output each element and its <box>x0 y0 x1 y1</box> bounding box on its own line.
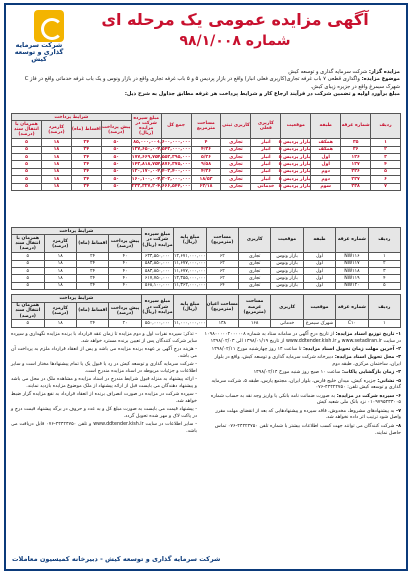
table-cell: ۴/۳۶ <box>191 146 221 153</box>
table-cell: ۲ <box>368 260 400 267</box>
table-cell: ۵۰ <box>101 176 131 183</box>
table-cell: ۱۸ <box>44 253 76 260</box>
table-cell: ۵۰ <box>101 146 131 153</box>
table-cell: ۵ <box>12 282 45 289</box>
term-item <box>203 379 401 393</box>
booth-table-3 <box>11 294 401 328</box>
table-cell: ۲۴ <box>71 176 101 183</box>
table-cell: ۱۷۷,۶۶۹,۷۵۰ <box>131 154 161 160</box>
table-row <box>12 267 401 274</box>
intro-line-1: مزایده گزار: شرکت سرمایه گذاری و توسعه کیش <box>288 69 400 75</box>
booth-table-1 <box>11 113 401 191</box>
table-cell: انبار <box>251 176 281 183</box>
table-cell: تجاری <box>238 253 270 260</box>
table-cell: ۱۲,۶۷۱,۰۰۰,۰۰۰ <box>174 253 206 259</box>
logo-text: شرکت سرمایه گذاری و توسعه کیش <box>14 41 64 63</box>
note-paragraph: - پیشنهاد قیمت می بایست به صورت مبلغ کل و به عدد و حروف در برگه پیشنهاد قیمت درج و در پاکت لاک و مهر شده تحویل گردد. <box>11 407 197 419</box>
table-cell: ۶۴ <box>206 282 238 289</box>
table-cell: ۱۲۷,۶۵۰,۰۰۰ <box>131 147 161 153</box>
table-cell: ۴ <box>191 139 221 146</box>
table-cell: ۶۲ <box>206 253 238 260</box>
table-cell: ۱۸ <box>41 176 71 183</box>
payment-column-header: پیش پرداخت (درصد) <box>109 235 141 253</box>
table-cell: ۵ <box>12 267 45 274</box>
table-cell: ۲۰ <box>109 320 141 327</box>
table-cell: ۶۲ <box>206 267 238 274</box>
table-row <box>12 176 401 183</box>
table-cell: خدماتی <box>271 320 303 327</box>
table-cell: بازار ونوس <box>271 260 303 267</box>
table-cell: ۱۸ <box>41 153 71 160</box>
table-cell: ۲۴ <box>71 183 101 190</box>
table-row <box>12 139 401 146</box>
table-cell: اول <box>303 260 335 267</box>
auction-notice <box>4 3 408 571</box>
term-label: ۱- تاریخ توزیع اسناد مزایده: <box>333 331 401 337</box>
logo-mark-icon <box>34 10 64 42</box>
table-cell: ۱۲۶ <box>341 153 371 160</box>
table-cell: ۲۴ <box>76 267 108 274</box>
payment-column-header: همزمان با انتقال سند (درصد) <box>12 302 45 320</box>
table-cell: ۵ <box>12 260 45 267</box>
table-cell: ۵ <box>12 253 45 260</box>
term-label: ۲- آخرین مهلت زمان تحویل اسناد مزایده: <box>301 346 401 352</box>
table-cell: تجاری <box>221 168 251 175</box>
table-row <box>12 275 401 282</box>
term-text: تا ساعت ۱۴ روز چهارشنبه مورخ ۱۳۹۸/۰۲/۱۱ <box>211 346 302 352</box>
table-cell: تجاری <box>221 176 251 183</box>
table-cell: ۴ <box>371 161 401 168</box>
company-logo <box>10 8 68 64</box>
table-cell: ۵۵۰,۰۰۰,۰۰۰ <box>141 320 173 327</box>
table-cell: ۴۰ <box>109 282 141 289</box>
notice-number: شماره ۹۸/۱/۰۰۸ <box>179 33 291 49</box>
table-cell: ۶۳۳,۵۵۰,۰۰۰ <box>141 253 173 260</box>
table-cell: خدماتی <box>251 183 281 190</box>
table-cell: ۵۸۳,۸۵۰,۰۰۰ <box>141 260 173 267</box>
table-cell: تجاری <box>238 260 270 267</box>
table-cell: ۱۸ <box>44 282 76 289</box>
note-paragraph: - سایر اطلاعات در سایت www.ddtender.kish.ir و تلفن ۴۴۴۲۴۷۵۰-۰۷۶ قابل دریافت می باشد. <box>11 422 197 435</box>
table-row <box>12 282 401 289</box>
payment-column-header: اقساط (ماه) <box>71 121 101 139</box>
term-item <box>203 370 401 377</box>
table-cell: همکف <box>311 139 341 146</box>
table-cell: ۶ <box>371 176 401 183</box>
table-cell: ۴,۶۶۶,۵۴۴,۰۰۰ <box>157 184 191 190</box>
table-cell: ۱ <box>368 253 400 260</box>
table-cell: ۱۸ <box>44 320 76 327</box>
table-cell: ۵۰ <box>101 153 131 160</box>
terms-right-column <box>203 332 401 522</box>
table-cell: انبار <box>251 168 281 175</box>
payment-column-header: اقساط (ماه) <box>76 302 108 320</box>
table-cell: تجاری <box>221 183 251 190</box>
column-header: مساحت اعیان (مترمربع) <box>206 295 238 320</box>
table-cell: ۴ <box>368 275 400 282</box>
column-header: ردیف <box>368 295 400 320</box>
table-cell: تجاری <box>238 282 270 289</box>
table-cell: ۲۴ <box>71 153 101 160</box>
payment-terms-header: شرایط پرداخت <box>12 295 142 302</box>
column-header: مساحت عرصه (مترمربع) <box>238 295 270 320</box>
table-cell: اول <box>303 275 335 282</box>
table-cell: انبار <box>251 139 281 146</box>
column-header: مبلغ پایه (ریال) <box>174 228 206 253</box>
header <box>6 5 406 69</box>
term-text: شرکت کنندگان می توانند جهت کسب اطلاعات بیشتر با شماره تلفن ۴۴۴۲۴۷۵۰-۰۷۶ تماس حاصل نمایند. <box>214 423 401 436</box>
term-text: جزیره کیش، میدان خلیج فارس، بلوار ایران، مجتمع پارس، طبقه ۵، شرکت سرمایه گذاری و توسعه کیش تلفن: ۴۴۴۲۴۷۵۰-۰۷۶ <box>211 378 401 391</box>
table-cell: ۲۴ <box>76 253 108 260</box>
column-header: کاربری <box>271 295 303 320</box>
table-cell: ۴۰ <box>109 267 141 274</box>
table-cell: تجاری <box>238 267 270 274</box>
table-cell: ۵/۲۶ <box>191 153 221 160</box>
payment-column-header: اقساط (ماه) <box>76 235 108 253</box>
payment-column-header: پیش پرداخت (درصد) <box>109 302 141 320</box>
table-cell: دوم <box>311 168 341 175</box>
term-item <box>203 394 401 408</box>
table-cell: ۵۰ <box>101 183 131 190</box>
term-text: به پیشنهادهای مشروط، مخدوش، فاقد سپرده و پیشنهادهایی که بعد از انقضای مهلت مقرر واصل شود ترتیب اثر داده نخواهد شد. <box>215 408 401 421</box>
table-cell: ۵ <box>12 183 42 190</box>
column-header: طبقه <box>303 228 335 253</box>
title-block <box>68 8 402 49</box>
table-cell: NW۱۱۹ <box>336 275 368 282</box>
table-cell: ۲۴ <box>76 282 108 289</box>
table-cell: ۱۸ <box>44 267 76 274</box>
booth-table-2 <box>11 227 401 290</box>
table-cell: ۱۳۸ <box>206 320 238 327</box>
table-row <box>12 320 401 327</box>
table-venus <box>6 227 406 290</box>
term-label: ۸- <box>394 423 401 429</box>
table-cell: ۲۲۷ <box>341 176 371 183</box>
table-cell: ۱۸ <box>44 275 76 282</box>
table-cell: ۶۱۷,۷۵۰,۰۰۰ <box>141 275 173 282</box>
table-cell: ۶۲ <box>206 275 238 282</box>
term-item <box>203 424 401 438</box>
table-cell: ۱۲۷ <box>341 161 371 168</box>
term-label: ۷- <box>394 408 401 414</box>
table-cell: ۱۸ <box>41 139 71 146</box>
table-cell: ۷ <box>371 183 401 190</box>
table-cell: ۵ <box>12 176 42 183</box>
table-cell: ۲۴ <box>71 161 101 168</box>
table-cell: ۵ <box>12 275 45 282</box>
table-cell: بازار پردیس ۵ <box>278 154 311 160</box>
table-cell: اول <box>303 267 335 274</box>
table-cell: NW۱۱۶ <box>336 253 368 260</box>
table-cell: ۳ <box>368 267 400 274</box>
payment-column-header: کارمزد (درصد) <box>41 121 71 139</box>
column-header: مبلغ سپرده شرکت در مزایده (ریال) <box>141 228 173 253</box>
table-cell: ۱ <box>371 139 401 146</box>
payment-column-header: همزمان با انتقال سند (درصد) <box>12 235 45 253</box>
column-header: شماره غرفه <box>341 114 371 139</box>
intro <box>6 69 406 111</box>
intro-line-2: موضوع مزایده: واگذاری قطعی ۷ باب غرفه تجاری(کاربری فعلی انبار) واقع در بازار پردیس ۵ و ۵ باب غرفه تجاری واقع در بازار ونوس و یک باب غرفه خدماتی واقع در فاز C شهرک سیمرغ واقع در جزیره زیبای کیش. <box>24 76 400 90</box>
table-cell: ۲۴ <box>76 260 108 267</box>
table-cell: ۱۸ <box>41 161 71 168</box>
table-cell: بازار ونوس <box>271 275 303 282</box>
term-text: به صورت ضمانت نامه بانکی یا واریز وجه نقد به حساب شماره ۰۱۰۹۷۹۵۴۳۳۰۰۵ نزد بانک ملی شعبه کیش <box>210 393 401 406</box>
table-cell: ۵۶۸,۱۰۰,۰۰۰ <box>141 282 173 289</box>
table-cell: ۹/۵۸ <box>191 161 221 168</box>
table-cell: دوم <box>311 176 341 183</box>
table-cell: ۱۱,۶۷۷,۰۰۰,۰۰۰ <box>174 261 206 267</box>
table-cell: ۳,۳۰۲,۰۰۰,۰۰۰ <box>157 176 191 182</box>
table-header-row <box>12 114 401 121</box>
table-cell: بازار ونوس <box>271 282 303 289</box>
table-cell: ۱۸ <box>41 168 71 175</box>
table-cell: ۲۴ <box>76 275 108 282</box>
term-label: ۴- زمان بازگشایی پاکات: <box>340 370 401 376</box>
table-cell: ۵ <box>371 168 401 175</box>
column-header: جمع کل <box>161 114 191 139</box>
table-row <box>12 253 401 260</box>
table-cell: همکف <box>311 146 341 153</box>
table-cell: ۱۲۰,۱۷۰,۰۰۰ <box>131 169 161 175</box>
table-cell: ۱۶۸ <box>238 320 270 327</box>
table-cell: اول <box>311 161 341 168</box>
table-cell: بازار پردیس ۵ <box>278 139 311 145</box>
table-cell: ۵۰ <box>101 168 131 175</box>
table-row <box>12 153 401 160</box>
table-cell: ۱ <box>368 320 400 327</box>
intro-line-3: مبلغ برآورد اولیه و تضمین شرکت در فرآیند ارجاع کار و شرایط پرداخت هر غرفه مطابق جداول به شرح ذیل: <box>124 91 400 98</box>
note-paragraph: - سپرده شرکت در مزایده در صورت انصراف برنده از انعقاد قرارداد به نفع مزایده گزار ضبط خواهد شد. <box>11 392 197 404</box>
table-cell: ۱,۶۰۰,۰۰۰,۰۰۰ <box>157 139 191 145</box>
table-cell: NW۱۲۰ <box>336 282 368 289</box>
term-text: از تاریخ درج آگهی در سامانه ستاد به شماره ۱۰۹۸۰۰۰۰۰۲۰۰۰۰۰۸ در سایت www.setadiran.ir و www.ddtender.kish.ir از تاریخ ۱۳۹۸/۰۱/۱۹ الی ۱۳۹۸/۰۲/۰۳ <box>204 331 401 344</box>
column-header: ردیف <box>368 228 400 253</box>
table-cell: ۵ <box>368 282 400 289</box>
table-cell: بازار پردیس ۵ <box>278 147 311 153</box>
table-cell: تجاری <box>238 275 270 282</box>
table-cell: ۲۴ <box>71 146 101 153</box>
table-cell: ۴۰ <box>109 260 141 267</box>
table-cell: ۳,۵۵۳,۳۹۵,۰۰۰ <box>157 154 191 160</box>
column-header: مبلغ سپرده شرکت در مزایده (ریال) <box>131 114 161 139</box>
column-header: مساحت (مترمربع) <box>206 228 238 253</box>
table-row <box>12 161 401 168</box>
table-cell: ۱۸/۵۳ <box>191 176 221 183</box>
table-cell: ۴/۲۶ <box>191 168 221 175</box>
table-header-row <box>12 295 401 302</box>
table-cell: ۵۰ <box>101 161 131 168</box>
term-label: ۶- سپرده شرکت در مزایده: <box>335 393 401 399</box>
table-cell: ۵ <box>12 139 42 146</box>
note-paragraph: - ارائه پیشنهاد به منزله قبول شرایط مندرج در اسناد مزایده و مشاهده ملک در محل می باشد و پیشنهاد دهندگان می بایست قبل از ارائه پیشنهاد از ملک موضوع مزایده بازدید نمایند. <box>11 377 197 389</box>
table-cell: بازار ونوس <box>271 253 303 260</box>
table-row <box>12 146 401 153</box>
notice-title: آگهی مزایده عمومی یک مرحله ای <box>101 10 369 29</box>
payment-column-header: پیش پرداخت (درصد) <box>101 121 131 139</box>
table-cell: NW۱۱۷ <box>336 260 368 267</box>
note-paragraph: - هزینه درج آگهی بر عهده برنده مزایده می باشد و پس از انعقاد قرارداد ملزم به پرداخت آن می باشد. <box>11 346 197 359</box>
table-cell: ۲۲۶ <box>341 168 371 175</box>
column-header: موقعیت <box>303 295 335 320</box>
table-cell: ۱۱,۳۶۲,۰۰۰,۰۰۰ <box>174 283 206 289</box>
table-cell: ۲,۴۰۳,۴۰۰,۰۰۰ <box>157 169 191 175</box>
table-cell: ۱۸ <box>41 146 71 153</box>
payment-terms-header: شرایط پرداخت <box>12 114 132 121</box>
table-cell: ۲۴ <box>71 139 101 146</box>
table-cell: ۵۰ <box>101 139 131 146</box>
column-header: موقعیت <box>271 228 303 253</box>
table-cell: بازار پردیس ۵ <box>278 169 311 175</box>
table-row <box>12 168 401 175</box>
table-cell: ۵ <box>12 153 42 160</box>
table-cell: اول <box>311 153 341 160</box>
table-cell: ۱۶۰,۱۰۰,۰۰۰ <box>131 176 161 182</box>
table-cell: ۲۳۸ <box>341 183 371 190</box>
terms-section <box>6 332 406 522</box>
term-label: ۳- محل تحویل اسناد مزایده: <box>333 355 401 361</box>
table-cell: بازار پردیس ۵ <box>278 184 311 190</box>
table-cell: تجاری <box>221 161 251 168</box>
table-simorgh <box>6 294 406 328</box>
payment-column-header: کارمزد (درصد) <box>44 302 76 320</box>
payment-column-header: همزمان با انتقال سند (درصد) <box>12 121 42 139</box>
column-header: کاربری فعلی <box>251 114 281 139</box>
table-cell: ۱۸ <box>44 260 76 267</box>
note-paragraph: - شرکت سرمایه گذاری و توسعه کیش در رد یا قبول یک یا تمام پیشنهادها مختار است و سایر اطلاعات و جزئیات مربوطه در اسناد مزایده مندرج است. <box>11 361 197 374</box>
table-cell: انبار <box>251 153 281 160</box>
table-pardis <box>6 113 406 223</box>
column-header: مساحت مترمربع <box>191 114 221 139</box>
table-cell: ۲ <box>371 146 401 153</box>
table-cell: ۵ <box>12 146 42 153</box>
column-header: کاربری ثبتی <box>221 114 251 139</box>
column-header: موقعیت <box>281 114 311 139</box>
table-cell: ۸۵,۰۰۰,۰۰۰ <box>133 139 160 145</box>
table-cell: اول <box>303 253 335 260</box>
table-cell: ۱۲,۳۵۵,۰۰۰,۰۰۰ <box>174 275 206 281</box>
table-cell: NW۱۱۸ <box>336 267 368 274</box>
table-row <box>12 260 401 267</box>
table-cell: سوم <box>311 183 341 190</box>
table-cell: C۱۰ <box>336 320 368 327</box>
table-cell: ۶۳/۱۸ <box>191 183 221 190</box>
column-header: مبلغ سپرده شرکت در مزایده (ریال) <box>141 295 173 320</box>
column-header: مبلغ پایه (ریال) <box>174 295 206 320</box>
table-cell: ۴۰ <box>109 275 141 282</box>
note-paragraph: - تذکر: سپرده نفرات اول و دوم مزایده تا زمان عقد قرارداد با برنده مزایده نگهداری و سپرده سایر شرکت کنندگان پس از تعیین برنده مسترد خواهد شد. <box>11 331 197 344</box>
table-cell: ۳۶ <box>341 146 371 153</box>
column-header: کاربری <box>238 228 270 253</box>
table-cell: شهرک سیمرغ <box>303 320 335 327</box>
table-cell: بازار پردیس ۵ <box>278 161 311 167</box>
payment-column-header: کارمزد (درصد) <box>44 235 76 253</box>
term-text: دبیرخانه شرکت سرمایه گذاری و توسعه کیش، واقع در بلوار ایران، ساختمان مرکزی، طبقه دوم <box>214 355 401 367</box>
table-header-row <box>12 228 401 235</box>
table-cell: ۱۱,۶۷۷,۰۰۰,۰۰۰ <box>174 268 206 274</box>
term-item <box>203 332 401 346</box>
column-header: شماره غرفه <box>336 295 368 320</box>
column-header: ردیف <box>371 114 401 139</box>
footer-signature: شرکت سرمایه گذاری و توسعه کیش - دبیرخانه کمیسیون معاملات <box>12 555 221 563</box>
table-cell: ۶۲ <box>206 260 238 267</box>
table-cell: ۴۰ <box>109 253 141 260</box>
table-cell: ۳۵ <box>341 139 371 146</box>
table-cell: ۱۱,۰۰۰,۰۰۰,۰۰۰ <box>174 320 206 326</box>
terms-left-column <box>11 332 197 522</box>
table-cell: ۳ <box>371 153 401 160</box>
term-item <box>203 347 401 354</box>
column-header: شماره غرفه <box>336 228 368 253</box>
column-header: طبقه <box>311 114 341 139</box>
table-cell: ۱۴۳,۸۱۸,۷۵۰ <box>131 161 161 167</box>
table-cell: اول <box>303 282 335 289</box>
term-label: ۵- نشانی: <box>375 378 401 384</box>
payment-terms-header: شرایط پرداخت <box>12 228 142 235</box>
table-cell: تجاری <box>221 139 251 146</box>
table-cell: تجاری <box>221 146 251 153</box>
table-cell: ۵ <box>12 320 45 327</box>
table-cell: تجاری <box>221 153 251 160</box>
table-cell: ۲,۸۷۶,۳۷۵,۰۰۰ <box>157 161 191 167</box>
table-cell: ۱۸ <box>41 183 71 190</box>
term-text: ساعت ۱۰ صبح روز شنبه مورخ ۱۳۹۸/۰۲/۱۴ <box>253 370 341 376</box>
table-cell: بازار پردیس ۵ <box>278 176 311 182</box>
table-cell: ۵۸۳,۸۵۰,۰۰۰ <box>141 267 173 274</box>
table-cell: انبار <box>251 146 281 153</box>
table-cell: ۲۴ <box>71 168 101 175</box>
table-cell: ۵ <box>12 168 42 175</box>
term-item <box>203 355 401 369</box>
table-cell: ۲۴ <box>76 320 108 327</box>
table-cell: ۲,۵۴۳,۰۰۰,۰۰۰ <box>157 147 191 153</box>
term-item <box>203 409 401 423</box>
table-row <box>12 183 401 190</box>
table-cell: ۲۳۳,۳۲۷,۲۰۰ <box>131 184 161 190</box>
table-cell: بازار ونوس <box>271 267 303 274</box>
table-cell: ۵ <box>12 161 42 168</box>
table-cell: انبار <box>251 161 281 168</box>
